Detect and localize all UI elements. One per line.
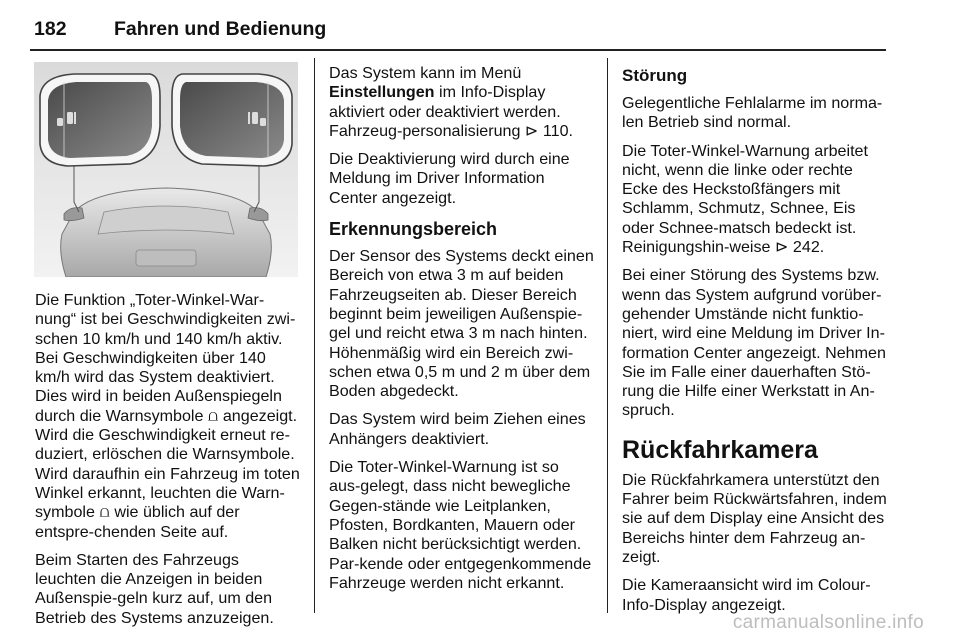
column-3 xyxy=(622,64,887,624)
watermark: carmanualsonline.info xyxy=(732,612,924,633)
paragraph: Bei einer Störung des Systems bzw. wenn das System aufgrund vorüber-gehender Umstände nicht funktio-niert, wird eine Meldung im Driver In-formation Center angezeigt. Nehmen Sie im Falle einer dauerhaften Stö-rung die Hilfe einer Werkstatt in An-spruch. xyxy=(622,266,886,420)
subheading-fault: Störung xyxy=(622,66,688,85)
paragraph xyxy=(329,64,594,141)
paragraph: Die Toter-Winkel-Warnung ist so aus-gelegt, dass nicht bewegliche Gegen-stände wie Leitplanken, Pfosten, Bordkanten, Mauern oder Balken nicht berücksichtigt werden. Par-kende oder entgegenkommende Fahrzeuge werden nicht erkannt. xyxy=(329,458,592,592)
header-rule xyxy=(30,49,886,51)
column-divider xyxy=(314,58,315,613)
paragraph: Gelegentliche Fehlalarme im norma-len Betrieb sind normal. xyxy=(622,94,883,132)
paragraph: Das System wird beim Ziehen eines Anhängers deaktiviert. xyxy=(329,410,586,448)
text-run: Das System kann im Menü xyxy=(329,64,522,82)
paragraph: Der Sensor des Systems deckt einen Bereich von etwa 3 m auf beiden Fahrzeugseiten ab. Dieser Bereich beginnt beim jeweiligen Außenspie-gel und reicht etwa 3 m nach hinten. Höhenmäßig wird ein Bereich zwi-schen etwa 0,5 m und 2 m über dem Boden abgedeckt. xyxy=(329,247,594,401)
heading-rear-camera: Rückfahrkamera xyxy=(622,435,818,464)
text-run: im Info-Display aktiviert oder deaktiviert werden. Fahrzeug-personalisierung ⊳ 110. xyxy=(329,83,573,140)
paragraph: Beim Starten des Fahrzeugs leuchten die Anzeigen in beiden Außenspie-geln kurz auf, um den Betrieb des Systems anzuzeigen. xyxy=(35,550,274,627)
paragraph: Die Funktion „Toter-Winkel-War-nung“ ist bei Geschwindigkeiten zwi-schen 10 km/h und 140 km/h aktiv. Bei Geschwindigkeiten über 140 km/h wird das System deaktiviert. Dies wird in beiden Außenspiegeln durch die Warnsymbole ⩍ angezeigt. Wird die Geschwindigkeit erneut re-duziert, erlöschen die Warnsymbole. Wird daraufhin ein Fahrzeug im toten Winkel erkannt, leuchten die Warn-symbole ⩍ wie üblich auf der entspre-chenden Seite auf. xyxy=(35,291,300,541)
paragraph: Die Rückfahrkamera unterstützt den Fahrer beim Rückwärtsfahren, indem sie auf dem Display eine Ansicht des Bereichs hinter dem Fahrzeug an-zeigt. xyxy=(622,470,887,566)
column-2 xyxy=(329,64,594,602)
column-divider xyxy=(607,58,608,613)
menu-name: Einstellungen xyxy=(329,83,435,102)
page-number: 182 xyxy=(34,18,67,40)
page-header xyxy=(34,18,326,41)
subheading-detection-range: Erkennungsbereich xyxy=(329,219,498,240)
section-title: Fahren und Bedienung xyxy=(114,18,327,40)
paragraph: Die Toter-Winkel-Warnung arbeitet nicht, wenn die linke oder rechte Ecke des Heckstoßfängers mit Schlamm, Schmutz, Schnee, Eis oder Schnee-matsch bedeckt ist. Reinigungshin-weise ⊳ 242. xyxy=(622,141,868,257)
paragraph: Die Deaktivierung wird durch eine Meldung im Driver Information Center angezeigt. xyxy=(329,150,570,207)
paragraph: Die Kameraansicht wird im Colour-Info-Display angezeigt. xyxy=(622,576,871,614)
column-1 xyxy=(35,291,300,637)
mirror-illustration xyxy=(34,62,298,277)
